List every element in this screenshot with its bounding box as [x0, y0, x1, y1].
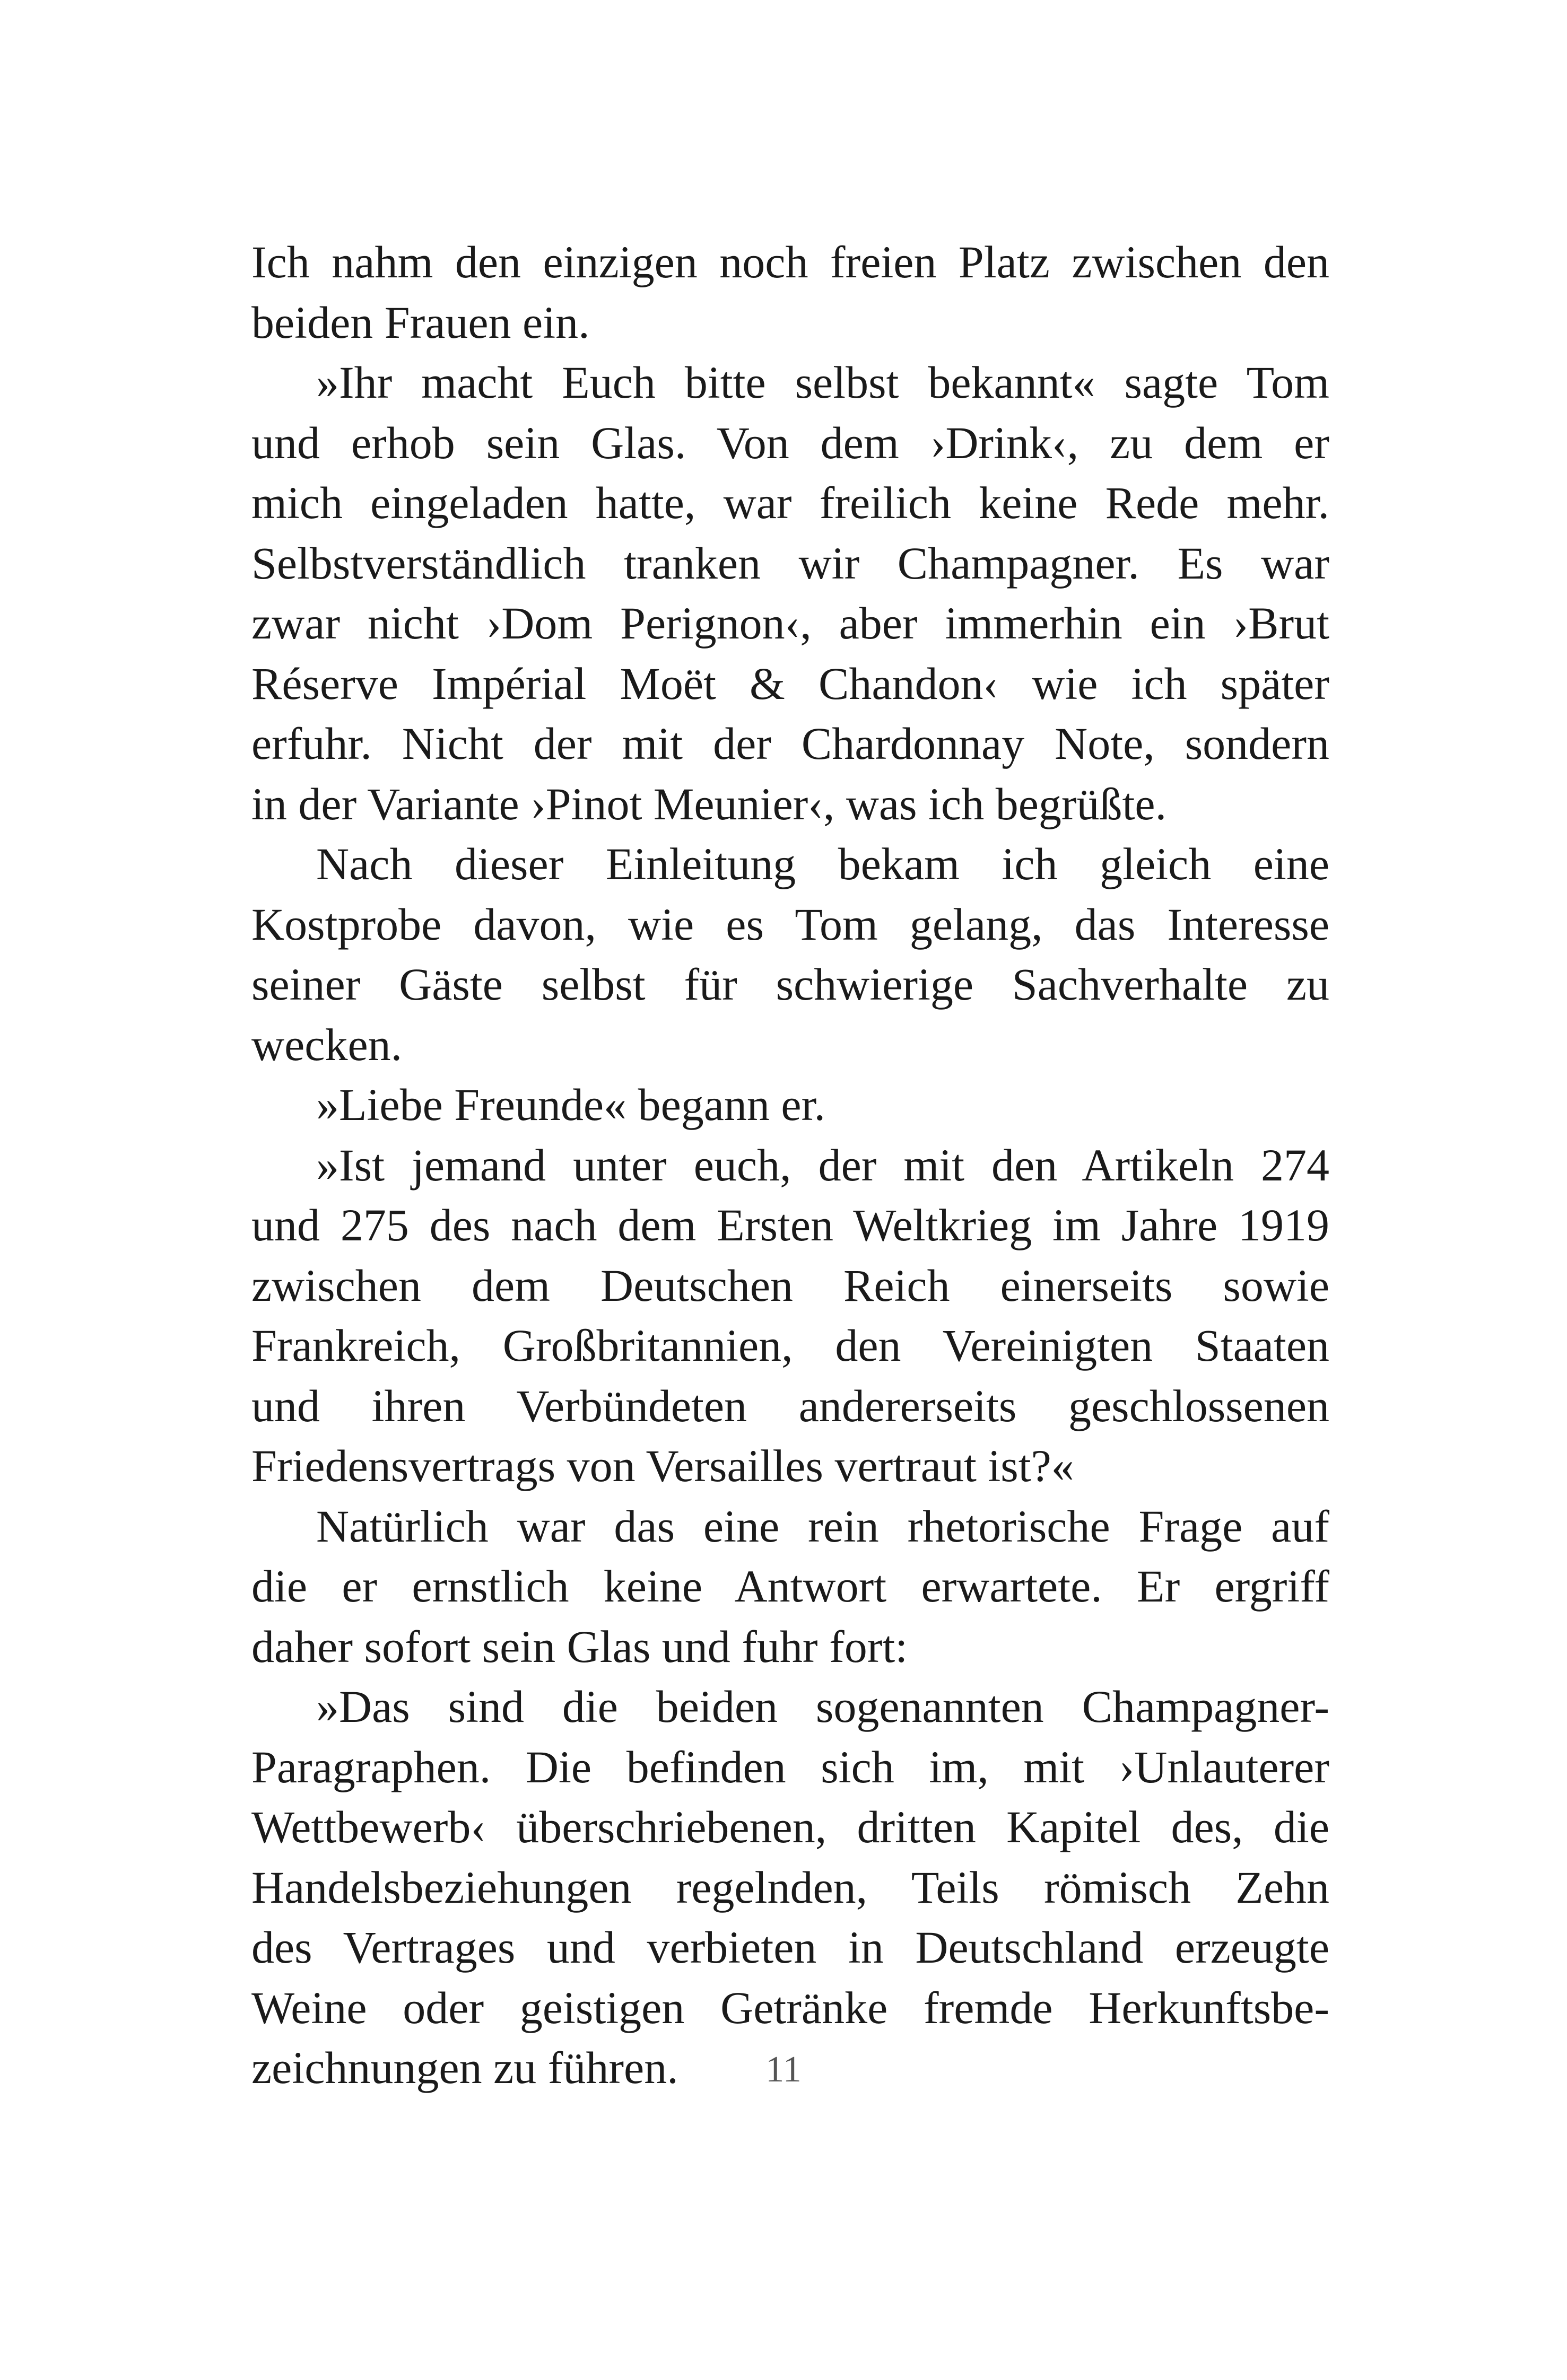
- text-line: »Ist jemand unter euch, der mit den Artikeln 274: [316, 1139, 1329, 1191]
- text-line: Réserve Impérial Moët & Chandon‹ wie ich später: [251, 658, 1329, 709]
- text-line: in der Variante ›Pinot Meunier‹, was ich begrüßte.: [251, 778, 1167, 829]
- paragraph-2: [251, 353, 1329, 834]
- text-line: und 275 des nach dem Ersten Weltkrieg im Jahre 1919: [251, 1200, 1329, 1250]
- text-line: zwar nicht ›Dom Perignon‹, aber immerhin ein ›Brut: [251, 598, 1329, 649]
- text-line: Natürlich war das eine rein rhetorische Frage auf: [316, 1500, 1329, 1552]
- text-line: Frankreich, Großbritannien, den Vereinigten Staaten: [251, 1320, 1329, 1371]
- paragraph-6: [251, 1497, 1329, 1677]
- text-line: Friedensvertrags von Versailles vertraut ist?«: [251, 1440, 1074, 1491]
- text-line: erfuhr. Nicht der mit der Chardonnay Note, sondern: [251, 718, 1329, 769]
- text-line: wecken.: [251, 1019, 403, 1070]
- body-text: [251, 232, 1329, 2098]
- text-line: Weine oder geistigen Getränke fremde Herkunftsbe-: [251, 1982, 1329, 2033]
- text-line: die er ernstlich keine Antwort erwartete. Er ergriff: [251, 1561, 1329, 1612]
- text-line: »Liebe Freunde« begann er.: [316, 1079, 825, 1130]
- text-line: Handelsbeziehungen regelnden, Teils römisch Zehn: [251, 1861, 1329, 1913]
- text-line: Ich nahm den einzigen noch freien Platz zwischen den: [251, 237, 1329, 287]
- text-line: Paragraphen. Die befinden sich im, mit ›Unlauterer: [251, 1741, 1329, 1792]
- paragraph-5: [251, 1135, 1329, 1497]
- text-line: Nach dieser Einleitung bekam ich gleich eine: [316, 838, 1329, 889]
- text-line: Selbstverständlich tranken wir Champagner. Es war: [251, 537, 1329, 589]
- text-line: und erhob sein Glas. Von dem ›Drink‹, zu dem er: [251, 417, 1329, 468]
- text-line: beiden Frauen ein.: [251, 296, 590, 348]
- paragraph-1: [251, 232, 1329, 353]
- paragraph-7: [251, 1677, 1329, 2098]
- paragraph-3: [251, 834, 1329, 1075]
- text-line: Kostprobe davon, wie es Tom gelang, das Interesse: [251, 898, 1329, 950]
- page-number: 11: [765, 2049, 802, 2090]
- paragraph-4: [251, 1075, 1329, 1135]
- text-line: zwischen dem Deutschen Reich einerseits sowie: [251, 1259, 1329, 1311]
- text-line: daher sofort sein Glas und fuhr fort:: [251, 1621, 908, 1672]
- text-line: und ihren Verbündeten andererseits geschlossenen: [251, 1380, 1329, 1431]
- text-line: »Ihr macht Euch bitte selbst bekannt« sagte Tom: [316, 357, 1329, 408]
- text-line: »Das sind die beiden sogenannten Champagner-: [316, 1681, 1329, 1732]
- text-line: Wettbewerb‹ überschriebenen, dritten Kapitel des, die: [251, 1801, 1329, 1852]
- text-line: seiner Gäste selbst für schwierige Sachverhalte zu: [251, 959, 1329, 1010]
- text-line: zeichnungen zu führen.: [251, 2042, 678, 2093]
- text-line: des Vertrages und verbieten in Deutschland erzeugte: [251, 1922, 1329, 1973]
- text-line: mich eingeladen hatte, war freilich keine Rede mehr.: [251, 477, 1329, 528]
